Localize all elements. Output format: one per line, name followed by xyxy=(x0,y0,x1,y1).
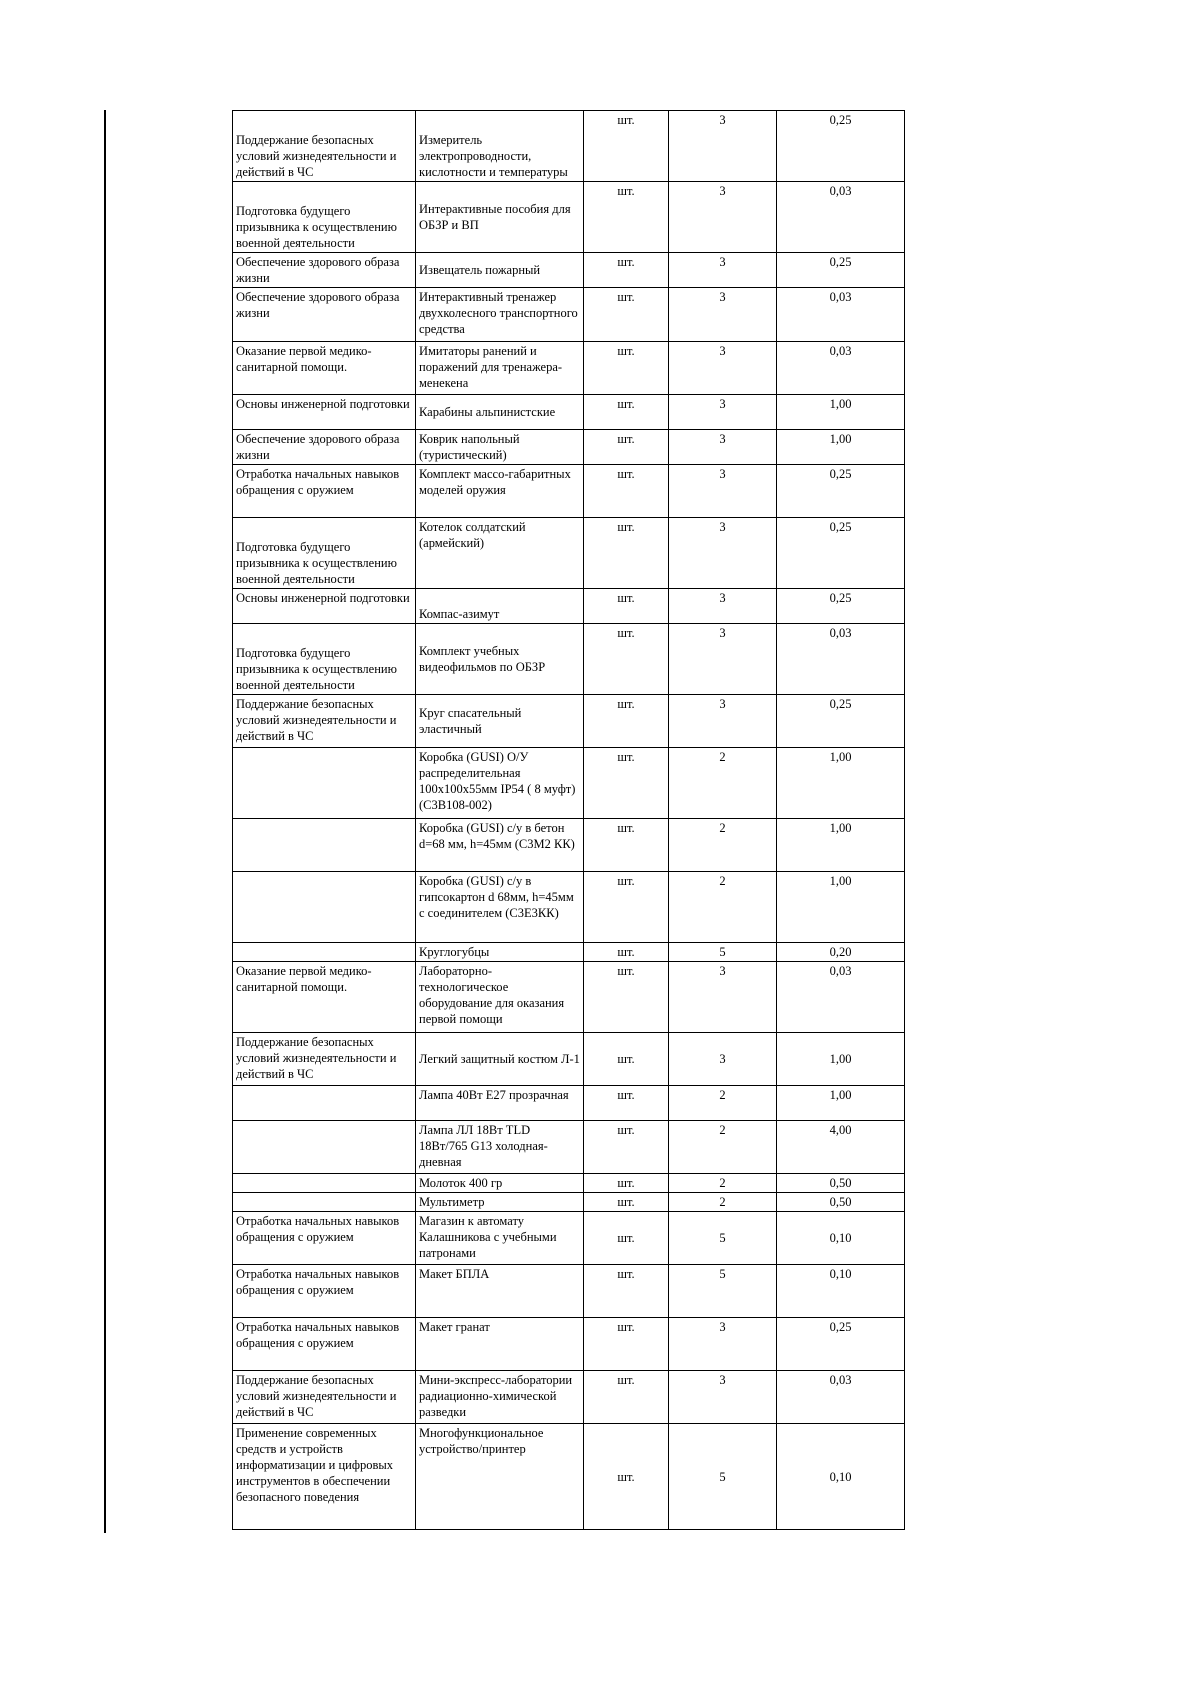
item-name-cell: Лабораторно-технологическое оборудование для оказания первой помощи xyxy=(416,962,584,1033)
value-cell: 0,03 xyxy=(777,1371,905,1424)
unit-cell: шт. xyxy=(584,1265,669,1318)
quantity-cell: 3 xyxy=(669,342,777,395)
area-cell: Обеспечение здорового образа жизни xyxy=(233,253,416,288)
item-name-cell: Молоток 400 гр xyxy=(416,1174,584,1193)
item-name-cell: Комплект учебных видеофильмов по ОБЗР xyxy=(416,624,584,695)
unit-cell: шт. xyxy=(584,253,669,288)
table-row xyxy=(233,1086,905,1121)
table-row xyxy=(233,288,905,342)
unit-cell: шт. xyxy=(584,518,669,589)
value-cell: 1,00 xyxy=(777,748,905,819)
quantity-cell: 5 xyxy=(669,1212,777,1265)
unit-cell: шт. xyxy=(584,943,669,962)
item-name-cell: Коробка (GUSI) с/у в гипсокартон d 68мм, h=45мм с соединителем (С3Е3КК) xyxy=(416,872,584,943)
value-cell: 0,03 xyxy=(777,342,905,395)
area-cell xyxy=(233,1193,416,1212)
table-row xyxy=(233,1424,905,1530)
area-cell xyxy=(233,872,416,943)
value-cell: 0,03 xyxy=(777,962,905,1033)
quantity-cell: 3 xyxy=(669,430,777,465)
table-row xyxy=(233,943,905,962)
table-row xyxy=(233,342,905,395)
quantity-cell: 3 xyxy=(669,624,777,695)
item-name-cell: Имитаторы ранений и поражений для тренажера-менекена xyxy=(416,342,584,395)
area-cell: Подготовка будущего призывника к осуществлению военной деятельности xyxy=(233,624,416,695)
quantity-cell: 3 xyxy=(669,962,777,1033)
value-cell: 0,10 xyxy=(777,1424,905,1530)
quantity-cell: 2 xyxy=(669,1086,777,1121)
table-row xyxy=(233,1033,905,1086)
quantity-cell: 3 xyxy=(669,465,777,518)
area-cell: Поддержание безопасных условий жизнедеятельности и действий в ЧС xyxy=(233,695,416,748)
area-cell: Оказание первой медико-санитарной помощи. xyxy=(233,962,416,1033)
item-name-cell: Легкий защитный костюм Л-1 xyxy=(416,1033,584,1086)
value-cell: 0,10 xyxy=(777,1212,905,1265)
quantity-cell: 2 xyxy=(669,748,777,819)
table-row xyxy=(233,624,905,695)
table-row xyxy=(233,182,905,253)
area-cell xyxy=(233,1086,416,1121)
quantity-cell: 5 xyxy=(669,943,777,962)
unit-cell: шт. xyxy=(584,872,669,943)
table-row xyxy=(233,111,905,182)
area-cell: Основы инженерной подготовки xyxy=(233,395,416,430)
value-cell: 0,25 xyxy=(777,695,905,748)
value-cell: 0,25 xyxy=(777,253,905,288)
quantity-cell: 3 xyxy=(669,1033,777,1086)
unit-cell: шт. xyxy=(584,1212,669,1265)
unit-cell: шт. xyxy=(584,819,669,872)
table-row xyxy=(233,748,905,819)
page-margin-line xyxy=(104,110,106,1533)
unit-cell: шт. xyxy=(584,1121,669,1174)
item-name-cell: Извещатель пожарный xyxy=(416,253,584,288)
item-name-cell: Мультиметр xyxy=(416,1193,584,1212)
item-name-cell: Интерактивный тренажер двухколесного транспортного средства xyxy=(416,288,584,342)
unit-cell: шт. xyxy=(584,1371,669,1424)
quantity-cell: 3 xyxy=(669,589,777,624)
value-cell: 1,00 xyxy=(777,1033,905,1086)
table-row xyxy=(233,430,905,465)
area-cell: Поддержание безопасных условий жизнедеятельности и действий в ЧС xyxy=(233,1033,416,1086)
unit-cell: шт. xyxy=(584,430,669,465)
unit-cell: шт. xyxy=(584,111,669,182)
area-cell: Подготовка будущего призывника к осуществлению военной деятельности xyxy=(233,518,416,589)
item-name-cell: Магазин к автомату Калашникова с учебными патронами xyxy=(416,1212,584,1265)
quantity-cell: 3 xyxy=(669,288,777,342)
table-row xyxy=(233,395,905,430)
table-row xyxy=(233,1265,905,1318)
area-cell: Подготовка будущего призывника к осуществлению военной деятельности xyxy=(233,182,416,253)
value-cell: 1,00 xyxy=(777,1086,905,1121)
table-row xyxy=(233,1193,905,1212)
area-cell: Отработка начальных навыков обращения с оружием xyxy=(233,1265,416,1318)
item-name-cell: Мини-экспресс-лаборатории радиационно-химической разведки xyxy=(416,1371,584,1424)
item-name-cell: Коврик напольный (туристический) xyxy=(416,430,584,465)
quantity-cell: 2 xyxy=(669,1121,777,1174)
unit-cell: шт. xyxy=(584,748,669,819)
table-row xyxy=(233,518,905,589)
unit-cell: шт. xyxy=(584,342,669,395)
table-row xyxy=(233,1371,905,1424)
value-cell: 0,25 xyxy=(777,111,905,182)
equipment-table-body xyxy=(233,111,905,1530)
value-cell: 0,25 xyxy=(777,589,905,624)
table-row xyxy=(233,1318,905,1371)
item-name-cell: Интерактивные пособия для ОБЗР и ВП xyxy=(416,182,584,253)
area-cell: Отработка начальных навыков обращения с оружием xyxy=(233,465,416,518)
unit-cell: шт. xyxy=(584,1033,669,1086)
quantity-cell: 5 xyxy=(669,1265,777,1318)
area-cell xyxy=(233,819,416,872)
area-cell xyxy=(233,1174,416,1193)
table-row xyxy=(233,872,905,943)
value-cell: 0,03 xyxy=(777,624,905,695)
unit-cell: шт. xyxy=(584,465,669,518)
quantity-cell: 2 xyxy=(669,1174,777,1193)
unit-cell: шт. xyxy=(584,1193,669,1212)
value-cell: 0,03 xyxy=(777,288,905,342)
quantity-cell: 3 xyxy=(669,111,777,182)
value-cell: 0,20 xyxy=(777,943,905,962)
quantity-cell: 3 xyxy=(669,253,777,288)
unit-cell: шт. xyxy=(584,395,669,430)
area-cell xyxy=(233,943,416,962)
table-row xyxy=(233,962,905,1033)
area-cell xyxy=(233,1121,416,1174)
item-name-cell: Круглогубцы xyxy=(416,943,584,962)
quantity-cell: 2 xyxy=(669,1193,777,1212)
value-cell: 0,25 xyxy=(777,465,905,518)
equipment-table xyxy=(232,110,905,1530)
quantity-cell: 2 xyxy=(669,819,777,872)
table-row xyxy=(233,1121,905,1174)
quantity-cell: 3 xyxy=(669,1371,777,1424)
value-cell: 0,50 xyxy=(777,1174,905,1193)
item-name-cell: Коробка (GUSI) с/у в бетон d=68 мм, h=45мм (С3М2 КК) xyxy=(416,819,584,872)
quantity-cell: 3 xyxy=(669,518,777,589)
unit-cell: шт. xyxy=(584,695,669,748)
quantity-cell: 3 xyxy=(669,182,777,253)
unit-cell: шт. xyxy=(584,962,669,1033)
item-name-cell: Карабины альпинистские xyxy=(416,395,584,430)
area-cell: Отработка начальных навыков обращения с оружием xyxy=(233,1318,416,1371)
quantity-cell: 2 xyxy=(669,872,777,943)
item-name-cell: Коробка (GUSI) О/У распределительная 100х100х55мм IP54 ( 8 муфт) (С3В108-002) xyxy=(416,748,584,819)
table-row xyxy=(233,1174,905,1193)
value-cell: 4,00 xyxy=(777,1121,905,1174)
quantity-cell: 3 xyxy=(669,695,777,748)
item-name-cell: Лампа ЛЛ 18Вт TLD 18Вт/765 G13 холодная-дневная xyxy=(416,1121,584,1174)
unit-cell: шт. xyxy=(584,1318,669,1371)
item-name-cell: Котелок солдатский (армейский) xyxy=(416,518,584,589)
area-cell: Основы инженерной подготовки xyxy=(233,589,416,624)
unit-cell: шт. xyxy=(584,1086,669,1121)
table-row xyxy=(233,589,905,624)
unit-cell: шт. xyxy=(584,1174,669,1193)
item-name-cell: Измеритель электропроводности, кислотности и температуры xyxy=(416,111,584,182)
table-row xyxy=(233,465,905,518)
area-cell: Отработка начальных навыков обращения с оружием xyxy=(233,1212,416,1265)
area-cell: Применение современных средств и устройств информатизации и цифровых инструментов в обеспечении безопасного поведения xyxy=(233,1424,416,1530)
value-cell: 0,10 xyxy=(777,1265,905,1318)
table-row xyxy=(233,1212,905,1265)
area-cell: Оказание первой медико-санитарной помощи. xyxy=(233,342,416,395)
value-cell: 1,00 xyxy=(777,430,905,465)
unit-cell: шт. xyxy=(584,182,669,253)
quantity-cell: 5 xyxy=(669,1424,777,1530)
item-name-cell: Компас-азимут xyxy=(416,589,584,624)
value-cell: 0,03 xyxy=(777,182,905,253)
table-row xyxy=(233,695,905,748)
value-cell: 1,00 xyxy=(777,395,905,430)
area-cell: Обеспечение здорового образа жизни xyxy=(233,430,416,465)
value-cell: 1,00 xyxy=(777,819,905,872)
quantity-cell: 3 xyxy=(669,395,777,430)
unit-cell: шт. xyxy=(584,288,669,342)
quantity-cell: 3 xyxy=(669,1318,777,1371)
item-name-cell: Макет БПЛА xyxy=(416,1265,584,1318)
value-cell: 1,00 xyxy=(777,872,905,943)
value-cell: 0,50 xyxy=(777,1193,905,1212)
area-cell: Поддержание безопасных условий жизнедеятельности и действий в ЧС xyxy=(233,1371,416,1424)
value-cell: 0,25 xyxy=(777,1318,905,1371)
area-cell: Поддержание безопасных условий жизнедеятельности и действий в ЧС xyxy=(233,111,416,182)
table-row xyxy=(233,819,905,872)
unit-cell: шт. xyxy=(584,624,669,695)
unit-cell: шт. xyxy=(584,1424,669,1530)
item-name-cell: Лампа 40Вт Е27 прозрачная xyxy=(416,1086,584,1121)
area-cell: Обеспечение здорового образа жизни xyxy=(233,288,416,342)
item-name-cell: Круг спасательный эластичный xyxy=(416,695,584,748)
item-name-cell: Макет гранат xyxy=(416,1318,584,1371)
value-cell: 0,25 xyxy=(777,518,905,589)
item-name-cell: Комплект массо-габаритных моделей оружия xyxy=(416,465,584,518)
area-cell xyxy=(233,748,416,819)
unit-cell: шт. xyxy=(584,589,669,624)
table-row xyxy=(233,253,905,288)
item-name-cell: Многофункциональное устройство/принтер xyxy=(416,1424,584,1530)
